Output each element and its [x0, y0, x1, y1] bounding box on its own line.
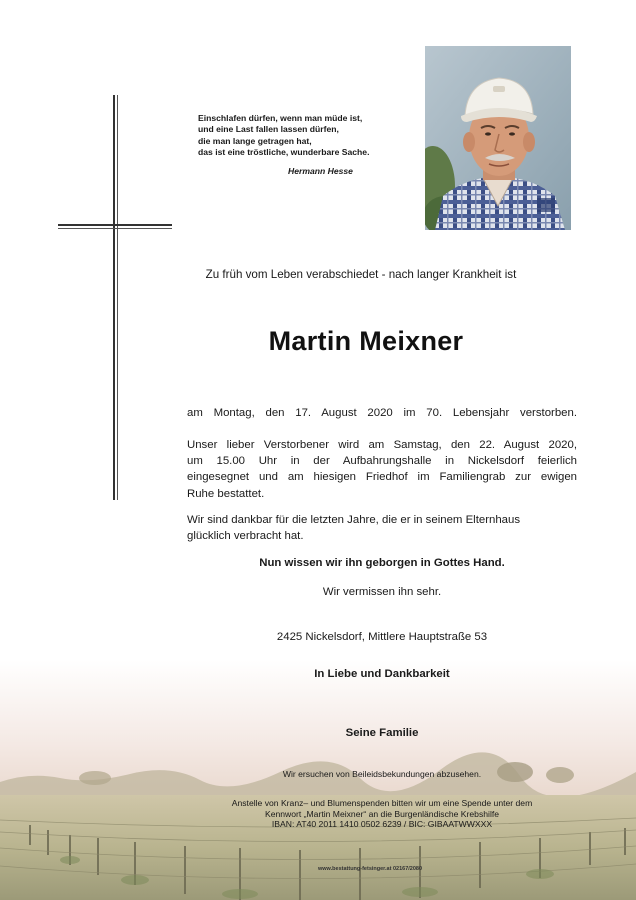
- vineyard-background: [0, 660, 636, 900]
- condolence-note-text: Wir ersuchen von Beileidsbekundungen abzusehen.: [282, 769, 482, 779]
- intro-line: [0, 268, 636, 281]
- gratitude-paragraph: [187, 512, 577, 544]
- faith-line: Nun wissen wir ihn geborgen in Gottes Hand.: [259, 557, 505, 569]
- funeral-line: Unser lieber Verstorbener wird am Samstag, den 22. August 2020,: [187, 439, 577, 451]
- death-notice-line: am Montag, den 17. August 2020 im 70. Lebensjahr verstorben.: [187, 407, 577, 419]
- quote-author: Hermann Hesse: [288, 166, 353, 176]
- address-line: 2425 Nickelsdorf, Mittlere Hauptstraße 53: [276, 631, 488, 643]
- gratitude-line: Wir sind dankbar für die letzten Jahre, die er in seinem Elternhaus: [187, 514, 521, 526]
- family-signature: Seine Familie: [345, 727, 419, 739]
- funeral-paragraph: [187, 437, 577, 502]
- donation-block: [0, 798, 636, 830]
- portrait-photo: [425, 46, 571, 230]
- cross-horizontal-bar: [58, 224, 172, 226]
- gratitude-line: glücklich verbracht hat.: [187, 530, 304, 543]
- footer-url: www.bestattung-fetsinger.at 02167/2080: [318, 866, 423, 872]
- donation-line: Anstelle von Kranz– und Blumenspenden bitten wir um eine Spende unter dem: [231, 798, 533, 808]
- cross-vertical-bar-inner: [117, 95, 118, 500]
- quote-line: Einschlafen dürfen, wenn man müde ist,: [198, 113, 363, 123]
- donation-line: Kennwort „Martin Meixner“ an die Burgenländische Krebshilfe: [264, 808, 500, 819]
- deceased-name-text: Martin Meixner: [268, 326, 464, 356]
- funeral-line: Ruhe bestattet.: [187, 487, 265, 500]
- quote-line: und eine Last fallen lassen dürfen,: [198, 124, 339, 135]
- cross-horizontal-bar-inner: [58, 228, 172, 229]
- intro-text: Zu früh vom Leben verabschiedet - nach langer Krankheit ist: [205, 268, 517, 281]
- love-line: In Liebe und Dankbarkeit: [314, 668, 450, 680]
- cross-vertical-bar: [113, 95, 115, 500]
- deceased-name: [0, 326, 636, 357]
- quote-line: das ist eine tröstliche, wunderbare Sache.: [198, 147, 370, 158]
- funeral-line: um 15.00 Uhr in der Aufbahrungshalle in Nickelsdorf feierlich: [187, 455, 577, 468]
- quote-line: die man lange getragen hat,: [198, 135, 312, 146]
- miss-line: Wir vermissen ihn sehr.: [322, 586, 442, 598]
- condolence-note: [0, 769, 636, 780]
- quote: [198, 113, 408, 159]
- funeral-line: eingesegnet und am hiesigen Friedhof im Familiengrab zur ewigen: [187, 471, 577, 484]
- donation-line: IBAN: AT40 2011 1410 0502 6239 / BIC: GIBAATWWXXX: [271, 819, 493, 830]
